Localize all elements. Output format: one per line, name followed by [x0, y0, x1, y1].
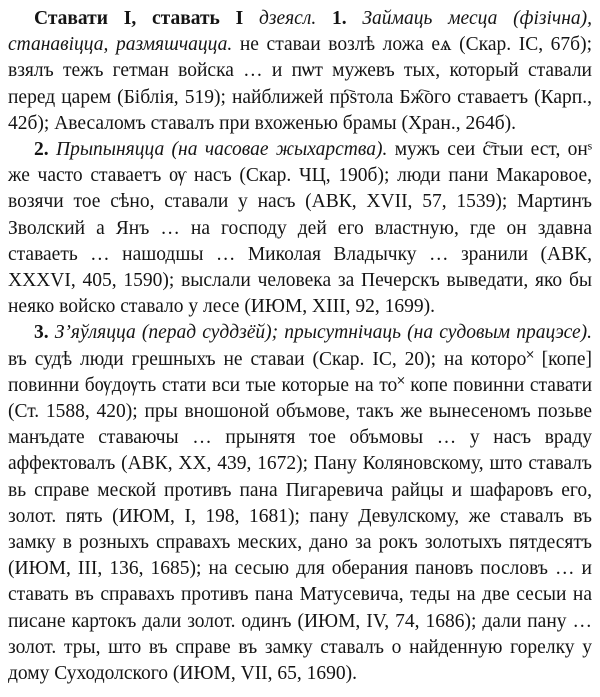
- sense-2-paragraph: [8, 137, 592, 320]
- sense-1-paragraph: [8, 6, 592, 137]
- sense-3-number: 3.: [34, 322, 49, 344]
- sense-1-number: 1.: [331, 8, 347, 29]
- sense-3-citations: въ судѣ люди грешныхъ не ставаи (Скар. IC, 20); на которо˟ [копе] повинни бѹдѹть стати вси тые которые на то˟ копе повинни ставати (Ст. 1588, 420); пры вношоной объмове, такъ же вынесеномъ позьве манъдате ставаючы … прынятя тое объмовы … у насъ враду аффектовалъ (АВК, XX, 439, 1672); Пану Коляновскому, што ставалъ вь справе меской противъ пана Пигаревича райцы и шафаровъ его, золот. пять (ИЮМ, І, 198, 1681); пану Девулскому, же ставалъ въ замку в розныхъ справахъ меских, дано за рокъ золотыхъ пятдесятъ (ИЮМ, III, 136, 1685); на сесыю для оберания пановъ пословъ … и ставать въ справахъ противъ пана Матусевича, теды на две сесыи на писане картокъ дали золот. одинъ (ИЮМ, IV, 74, 1686); дали пану … золот. тры, што въ справе въ замку ставалъ о найденную горелку у дому Суходолского (ИЮМ, VII, 65, 1690).: [8, 348, 592, 685]
- sense-3-definition: З’яўляцца (перад суддзёй); прысутнічаць (на судовым працэсе).: [54, 322, 593, 344]
- entry-headword: Ставати І, ставать І: [34, 8, 244, 29]
- sense-1-definition: Займаць месца (фізічна), станавіцца, размяшчацца.: [8, 8, 592, 56]
- sense-2-citations: мужъ сеи с҇тыи ест, онˢ же часто ставаетъ ѹ насъ (Скар. ЧЦ, 190б); люди пани Макаровое, возячи тое сѣно, ставали у насъ (АВК, XVII, 57, 1539); Мартинъ Зволский а Янъ … на господу дей его властную, где он здавна ставаеть … нашодшы … Миколая Владычку … зранили (АВК, XXXVI, 405, 1590); выслали человека за Печерскъ выведати, яко бы неяко войско ставало у лесе (ИЮМ, XIII, 92, 1699).: [8, 139, 593, 318]
- sense-2-number: 2.: [34, 139, 49, 161]
- sense-1-citations: не ставаи возлѣ ложа еѧ (Скар. IC, 67б); взялъ тежъ гетман войска … и пѡт мужевъ тых, который ставали перед царем (Біблія, 519); найближей пр҇ѕтола Бж҇ого ставаетъ (Карп., 42б); Авесаломъ ставалъ при вхоженью брамы (Хран., 264б).: [8, 34, 592, 134]
- sense-3-paragraph: [8, 320, 592, 687]
- sense-2-definition: Прыпыняцца (на часовае жыхарства).: [55, 139, 388, 161]
- grammar-label: дзеясл.: [258, 8, 317, 29]
